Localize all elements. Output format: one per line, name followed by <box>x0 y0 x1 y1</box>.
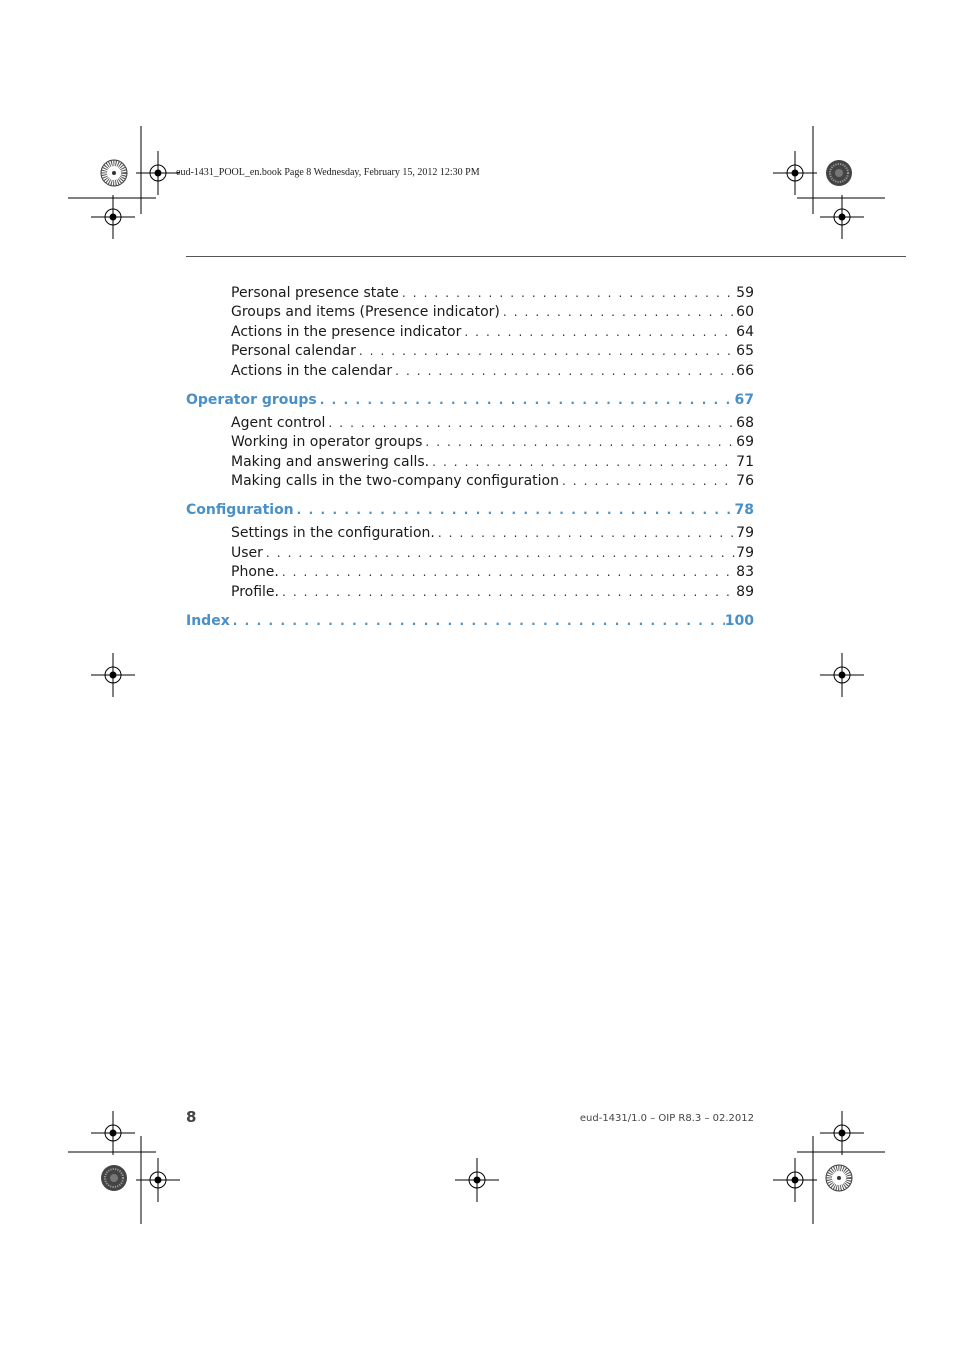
toc-entry-title: Personal calendar <box>231 343 356 360</box>
toc-entry[interactable] <box>231 342 754 361</box>
toc-entry[interactable] <box>231 414 754 433</box>
toc-entry-page: 60 <box>736 304 754 321</box>
toc-leader <box>399 284 736 303</box>
toc-leader <box>559 472 736 491</box>
toc-entry[interactable] <box>231 284 754 303</box>
toc-entry[interactable] <box>231 472 754 491</box>
toc-entry-page: 76 <box>736 473 754 490</box>
toc-entry-page: 68 <box>736 414 754 431</box>
toc-entry-page: 89 <box>736 583 754 600</box>
toc-entry-page: 65 <box>736 343 754 360</box>
toc-leader <box>230 612 725 631</box>
toc-entry[interactable] <box>231 563 754 582</box>
toc-entry-page: 69 <box>736 434 754 451</box>
toc-entry-page: 83 <box>736 564 754 581</box>
toc-entry-page: 79 <box>736 525 754 542</box>
toc-leader <box>500 303 736 322</box>
toc-leader <box>279 583 736 602</box>
toc-entry[interactable] <box>231 583 754 602</box>
toc-entry-page: 64 <box>736 323 754 340</box>
toc-leader <box>317 391 735 410</box>
header-rule <box>186 256 906 257</box>
toc-entry-title: Making calls in the two-company configuration <box>231 473 559 490</box>
toc-entry-title: Agent control <box>231 414 326 431</box>
toc-entry-page: 59 <box>736 285 754 301</box>
toc-chapter-title: Configuration <box>186 502 294 519</box>
toc-entry-title: Profile. <box>231 583 279 600</box>
toc-entry-page: 66 <box>736 362 754 379</box>
toc-entry-title: Working in operator groups <box>231 434 423 451</box>
toc-entry[interactable] <box>231 323 754 342</box>
page-number: 8 <box>186 1108 197 1126</box>
toc-entry[interactable] <box>231 453 754 472</box>
toc-entry-title: User <box>231 544 263 561</box>
toc-entry-title: Making and answering calls. <box>231 453 430 470</box>
toc-leader <box>294 501 735 520</box>
toc-chapter-title: Index <box>186 612 230 629</box>
toc-leader <box>429 453 736 472</box>
toc-leader <box>279 563 736 582</box>
toc-entry-title: Actions in the presence indicator <box>231 323 462 340</box>
toc-leader <box>356 342 736 361</box>
toc-leader <box>392 362 736 381</box>
toc-leader <box>422 433 736 452</box>
toc-entry-page: 79 <box>736 544 754 561</box>
toc-leader <box>325 414 736 433</box>
toc-chapter-page: 100 <box>724 612 754 629</box>
toc-chapter-operator-groups[interactable] <box>186 391 754 410</box>
toc-entry[interactable] <box>231 544 754 563</box>
toc-chapter-title: Operator groups <box>186 391 317 408</box>
toc-entry-title: Settings in the configuration. <box>231 525 435 542</box>
toc-leader <box>461 323 736 342</box>
table-of-contents <box>186 284 754 635</box>
toc-entry-title: Actions in the calendar <box>231 362 393 379</box>
toc-entry[interactable] <box>231 303 754 322</box>
toc-leader <box>263 544 736 563</box>
toc-entry-page: 71 <box>736 453 754 470</box>
document-code: eud-1431/1.0 – OIP R8.3 – 02.2012 <box>579 1113 754 1124</box>
toc-chapter-page: 67 <box>734 391 754 408</box>
toc-entry[interactable] <box>231 362 754 381</box>
toc-entry[interactable] <box>231 524 754 543</box>
toc-chapter-configuration[interactable] <box>186 501 754 520</box>
toc-entry-title: Personal presence state <box>231 285 399 301</box>
toc-entry-title: Groups and items (Presence indicator) <box>231 304 500 321</box>
toc-entry[interactable] <box>231 433 754 452</box>
toc-chapter-index[interactable] <box>186 612 754 631</box>
toc-entry-title: Phone. <box>231 564 279 581</box>
toc-leader <box>435 524 736 543</box>
toc-chapter-page: 78 <box>734 502 754 519</box>
book-slug: eud-1431_POOL_en.book Page 8 Wednesday, February 15, 2012 12:30 PM <box>176 167 480 178</box>
